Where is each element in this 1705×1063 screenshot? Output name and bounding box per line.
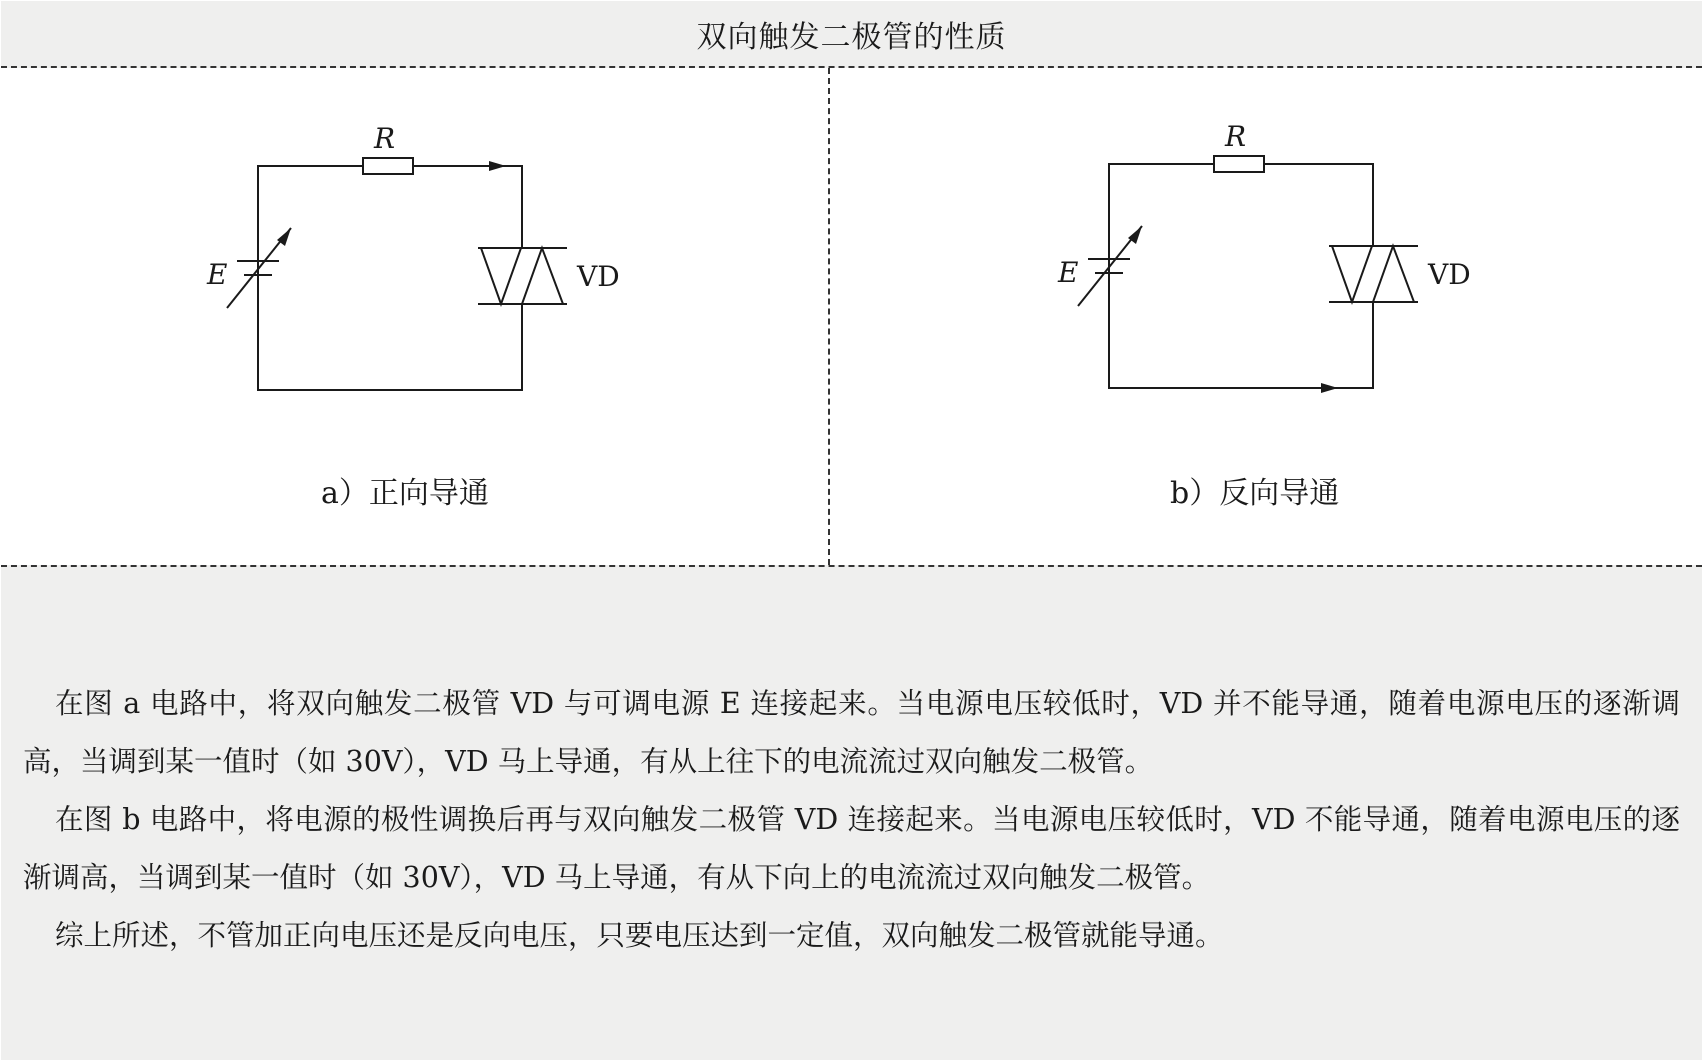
description-paragraph-summary: 综上所述，不管加正向电压还是反向电压，只要电压达到一定值，双向触发二极管就能导通。 bbox=[55, 919, 1224, 952]
description-paragraph-a: 在图 a 电路中，将双向触发二极管 VD 与可调电源 E 连接起来。当电源电压较低时，VD 并不能导通，随着电源电压的逐渐调高，当调到某一值时（如 30V），VD 马上导通，有从上往下的电流流过双向触发二极管。 bbox=[23, 687, 1680, 778]
diac-down-triangle bbox=[1332, 246, 1372, 302]
wire-top-right bbox=[1264, 164, 1373, 246]
caption-reverse: b）反向导通 bbox=[1170, 476, 1340, 511]
diode-label: VD bbox=[577, 260, 620, 293]
resistor-label: R bbox=[1225, 120, 1247, 153]
caption-forward: a）正向导通 bbox=[321, 476, 489, 511]
current-arrow bbox=[489, 161, 506, 171]
wire-top-right bbox=[413, 166, 522, 248]
wire-top-left bbox=[1109, 164, 1214, 386]
diac-up-triangle bbox=[522, 248, 563, 304]
current-arrow bbox=[1321, 383, 1338, 393]
resistor bbox=[1214, 156, 1264, 172]
description-section bbox=[1, 565, 1702, 1060]
source-label: E bbox=[207, 258, 228, 291]
panel-forward bbox=[1, 68, 830, 565]
resistor-label: R bbox=[374, 122, 396, 155]
diac-up-triangle bbox=[1373, 246, 1414, 302]
diode-label: VD bbox=[1428, 258, 1471, 291]
source-label: E bbox=[1058, 256, 1079, 289]
diac-down-triangle bbox=[481, 248, 521, 304]
wire-bottom bbox=[1109, 291, 1373, 388]
page-title: 双向触发二极管的性质 bbox=[1, 1, 1702, 68]
wire-top-left bbox=[258, 166, 363, 388]
description-paragraph-b: 在图 b 电路中，将电源的极性调换后再与双向触发二极管 VD 连接起来。当电源电压较低时，VD 不能导通，随着电源电压的逐渐调高，当调到某一值时（如 30V），VD 马上导通，有从下向上的电流流过双向触发二极管。 bbox=[23, 803, 1680, 894]
resistor bbox=[363, 158, 413, 174]
panel-reverse bbox=[830, 68, 1702, 565]
wire-bottom bbox=[258, 293, 522, 390]
